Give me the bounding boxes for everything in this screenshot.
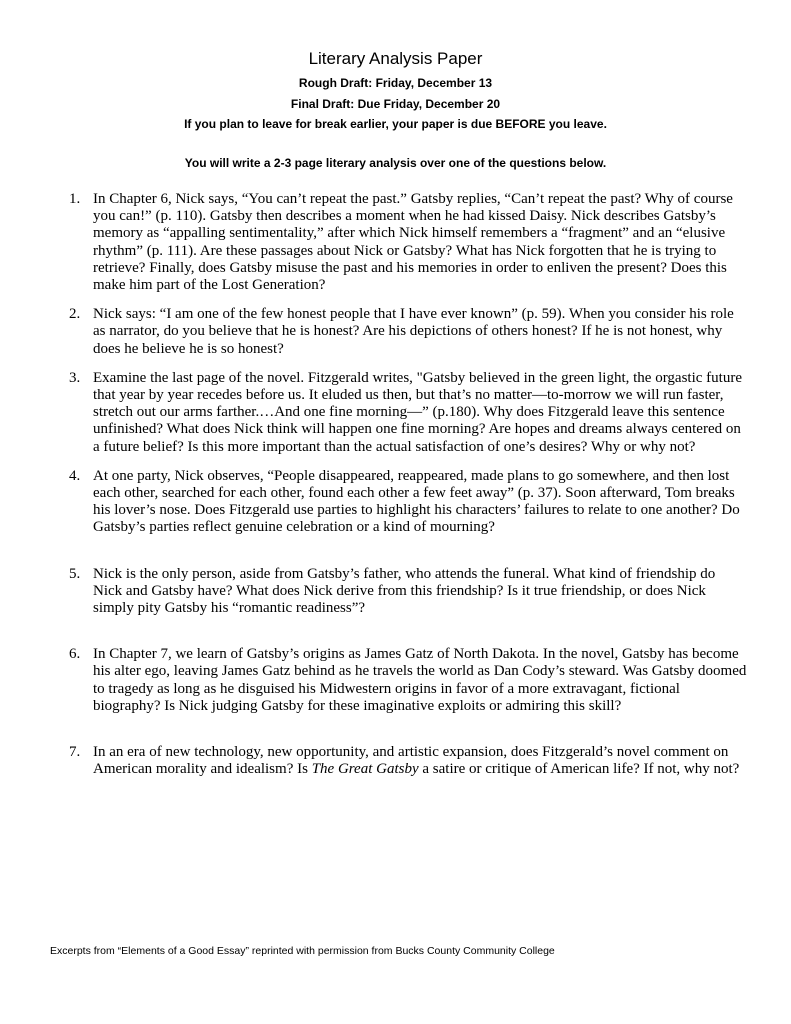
- break-warning: If you plan to leave for break earlier, your paper is due BEFORE you leave.: [184, 117, 607, 131]
- question-text: At one party, Nick observes, “People disappeared, reappeared, made plans to go somewhere, and then lost each other, searched for each other, found each other a few feet away” (p. 37). Soon afterward, Tom breaks his lover’s nose. Does Fitzgerald use parties to highlight his characters’ failures to relate to one another? Do Gatsby’s parties reflect genuine celebration or a kind of mourning?: [93, 467, 740, 536]
- question-text: Nick says: “I am one of the few honest people that I have ever known” (p. 59). When you consider his role as narrator, do you believe that he is honest? Are his depictions of others honest? If he is not honest, why does he believe he is so honest?: [93, 306, 734, 357]
- question-text: Examine the last page of the novel. Fitzgerald writes, "Gatsby believed in the green light, the orgastic future that year by year recedes before us. It eluded us then, but that’s no matter—to-morrow we will run faster, stretch out our arms farther.…And one fine morning—” (p.180). Why does Fitzgerald leave this sentence unfinished? What does Nick think will happen one fine morning? Are hopes and dreams always centered on a future belief? Is this more important than the actual satisfaction of one’s desires? Why or why not?: [93, 369, 742, 455]
- question-text: [93, 744, 739, 777]
- final-draft-date: Final Draft: Due Friday, December 20: [290, 97, 501, 111]
- question-item: [0, 646, 747, 715]
- question-item: [0, 191, 747, 294]
- question-text: In Chapter 6, Nick says, “You can’t repeat the past.” Gatsby replies, “Can’t repeat the past? Why of course you can!” (p. 110). Gatsby then describes a moment when he had kissed Daisy. Nick describes Gatsby’s memory as “appalling sentimentality,” after which Nick himself remembers a “fragment” and an “elusive rhythm” (p. 111). Are these passages about Nick or Gatsby? What has Nick forgotten that he is trying to retrieve? Finally, does Gatsby misuse the past and his memories in order to enliven the present? Does this make him part of the Lost Generation?: [93, 191, 733, 294]
- assignment-instruction: You will write a 2-3 page literary analysis over one of the questions below.: [184, 156, 607, 170]
- question-number: 3.: [69, 369, 81, 386]
- question-item: [0, 468, 747, 537]
- question-item: [0, 566, 747, 618]
- question-number: 2.: [69, 306, 81, 323]
- question-number: 4.: [69, 467, 81, 484]
- book-title-italic: The Great Gatsby: [311, 761, 419, 778]
- question-item: [0, 744, 747, 778]
- footer-citation: Excerpts from “Elements of a Good Essay” reprinted with permission from Bucks County Community College: [50, 945, 555, 957]
- question-number: 6.: [69, 646, 81, 663]
- question-text: In Chapter 7, we learn of Gatsby’s origins as James Gatz of North Dakota. In the novel, Gatsby has become his alter ego, leaving James Gatz behind as he travels the world as Dan Cody’s steward. Was Gatsby doomed to tragedy as long as he disguised his Midwestern origins in favor of a more extravagant, fictional biography? Is Nick judging Gatsby for these imaginative exploits or admiring this skill?: [93, 646, 747, 714]
- question-number: 5.: [69, 565, 81, 582]
- question-number: 1.: [69, 191, 81, 207]
- question-list: [0, 191, 791, 778]
- question-text-end: a satire or critique of American life? If not, why not?: [418, 761, 740, 778]
- question-text-start: In an era of new technology, new opportunity, and artistic expansion, does Fitzgerald’s novel comment on American morality and idealism? Is: [93, 744, 729, 778]
- question-number: 7.: [69, 744, 81, 761]
- question-item: [0, 370, 747, 456]
- page-title: Literary Analysis Paper: [308, 49, 483, 68]
- rough-draft-date: Rough Draft: Friday, December 13: [298, 76, 493, 90]
- question-item: [0, 306, 747, 358]
- question-text: Nick is the only person, aside from Gatsby’s father, who attends the funeral. What kind of friendship do Nick and Gatsby have? What does Nick derive from this friendship? Is it true friendship, or does Nick simply pity Gatsby his “romantic readiness”?: [93, 565, 716, 617]
